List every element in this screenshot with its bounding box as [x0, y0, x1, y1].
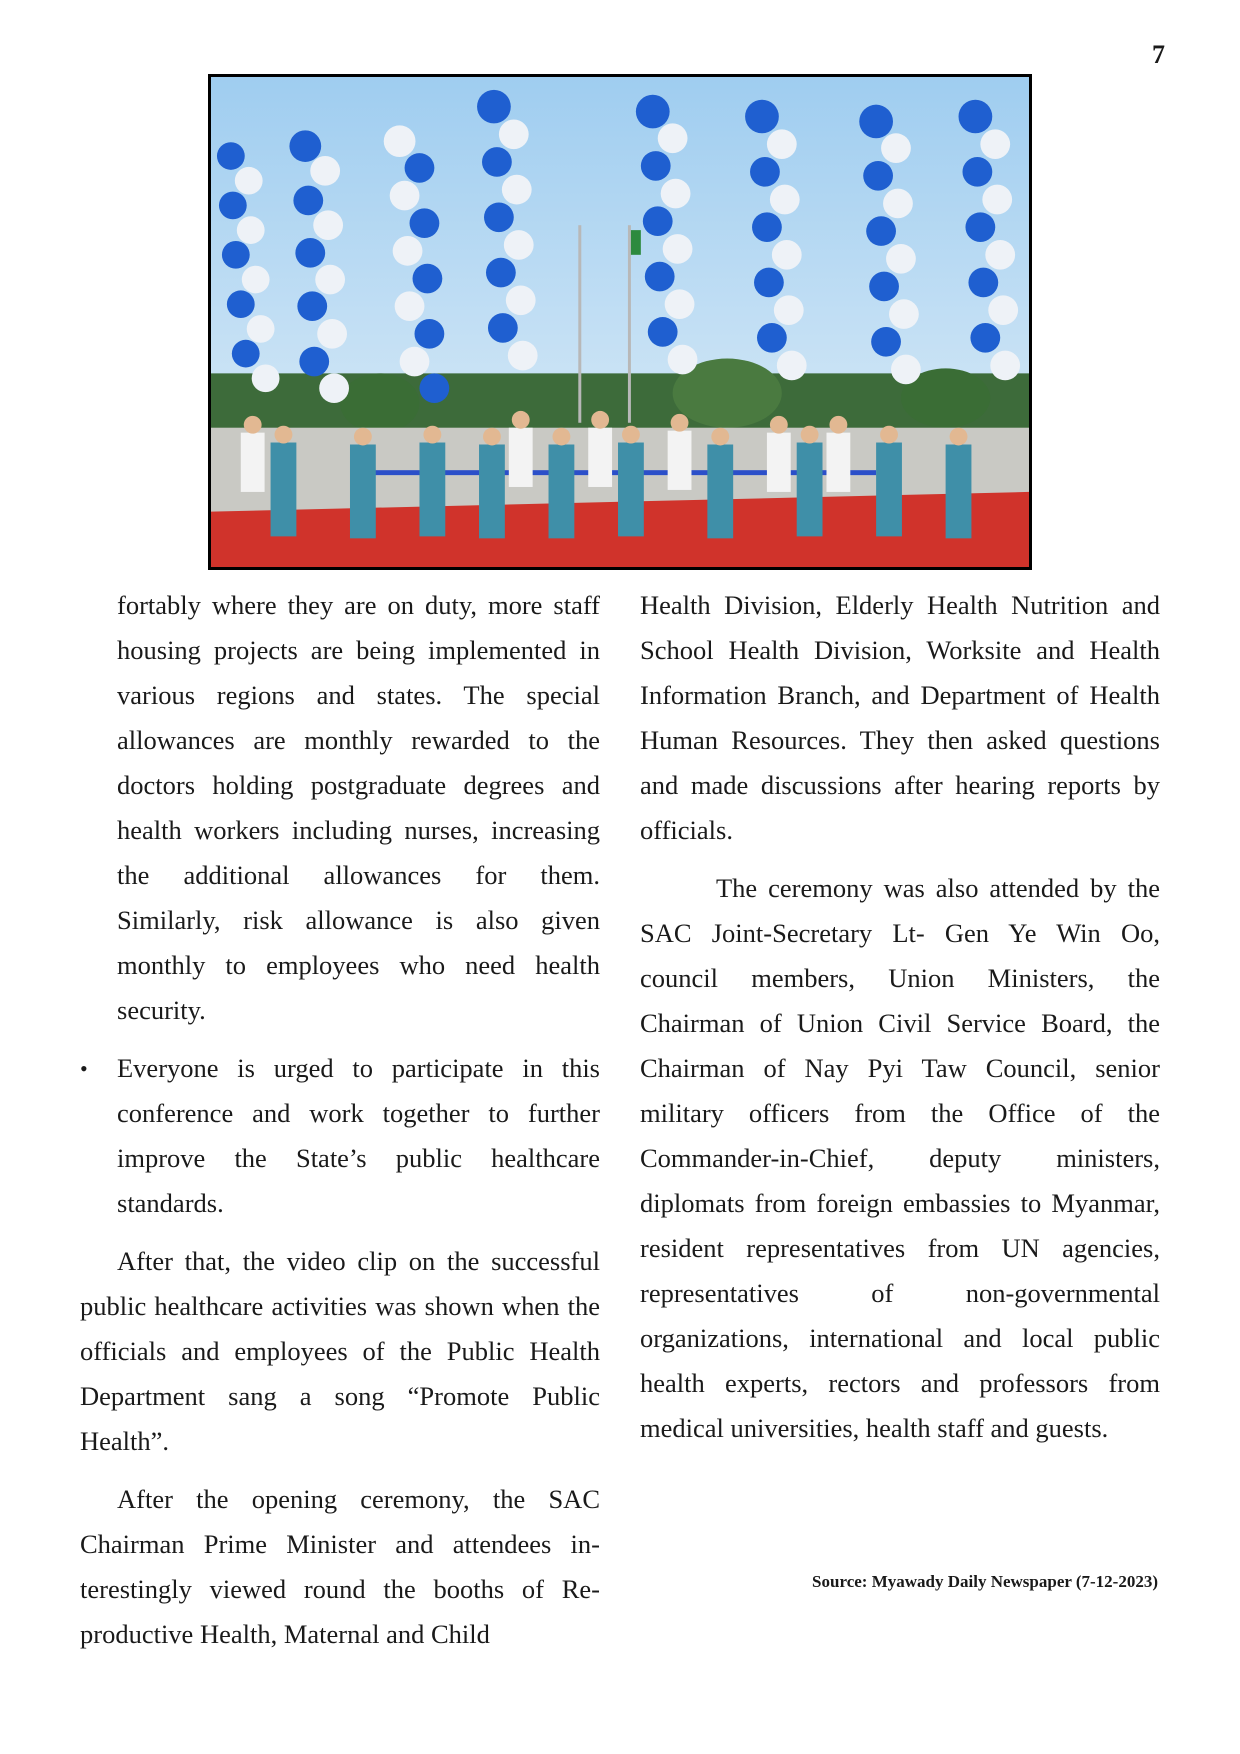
- bullet-text: Everyone is urged to participate in this conference and work together to further improve the State’s public healthcare standards.: [117, 1053, 600, 1218]
- paragraph-booths: After the opening ceremony, the SAC Chairman Prime Minister and attendees interestingly viewed round the booths of Reproductive Health, Maternal and Child: [80, 1484, 600, 1649]
- bullet-icon: •: [80, 1056, 88, 1081]
- right-column: [640, 583, 1160, 1464]
- paragraph-attendees: The ceremony was also attended by the SAC Joint-Secretary Lt- Gen Ye Win Oo, council members, Union Ministers, the Chairman of Union Civil Service Board, the Chairman of Nay Pyi Taw Council, senior military officers from the Office of the Commander-in-Chief, deputy ministers, diplomats from foreign embassies to Myanmar, resident representatives from UN agencies, representatives of non-governmental organizations, international and local public health experts, rectors and professors from medical universities, health staff and guests.: [640, 873, 1160, 1443]
- left-continued-paragraph: fortably where they are on duty, more staff housing projects are being implemented in various regions and states. The special allowances are monthly rewarded to the doctors holding postgraduate degrees and health workers including nurses, increasing the additional allowances for them. Similarly, risk allowance is also given monthly to employees who need health security.: [117, 590, 600, 1025]
- right-continued-paragraph: Health Division, Elderly Health Nutrition and School Health Division, Worksite and Health Information Branch, and Department of Health Human Resources. They then asked questions and made discussions after hearing reports by officials.: [640, 590, 1160, 845]
- left-column: [80, 583, 600, 1670]
- ceremony-photo: [208, 74, 1032, 570]
- page-number: 7: [1152, 40, 1165, 69]
- ceremony-photo-image: [211, 77, 1029, 567]
- source-citation: Source: Myawady Daily Newspaper (7-12-2023): [812, 1572, 1158, 1591]
- bullet-list-item: [80, 1046, 600, 1226]
- paragraph-video-clip: After that, the video clip on the successful public healthcare activities was shown when the officials and employees of the Public Health Department sang a song “Promote Public Health”.: [80, 1246, 600, 1456]
